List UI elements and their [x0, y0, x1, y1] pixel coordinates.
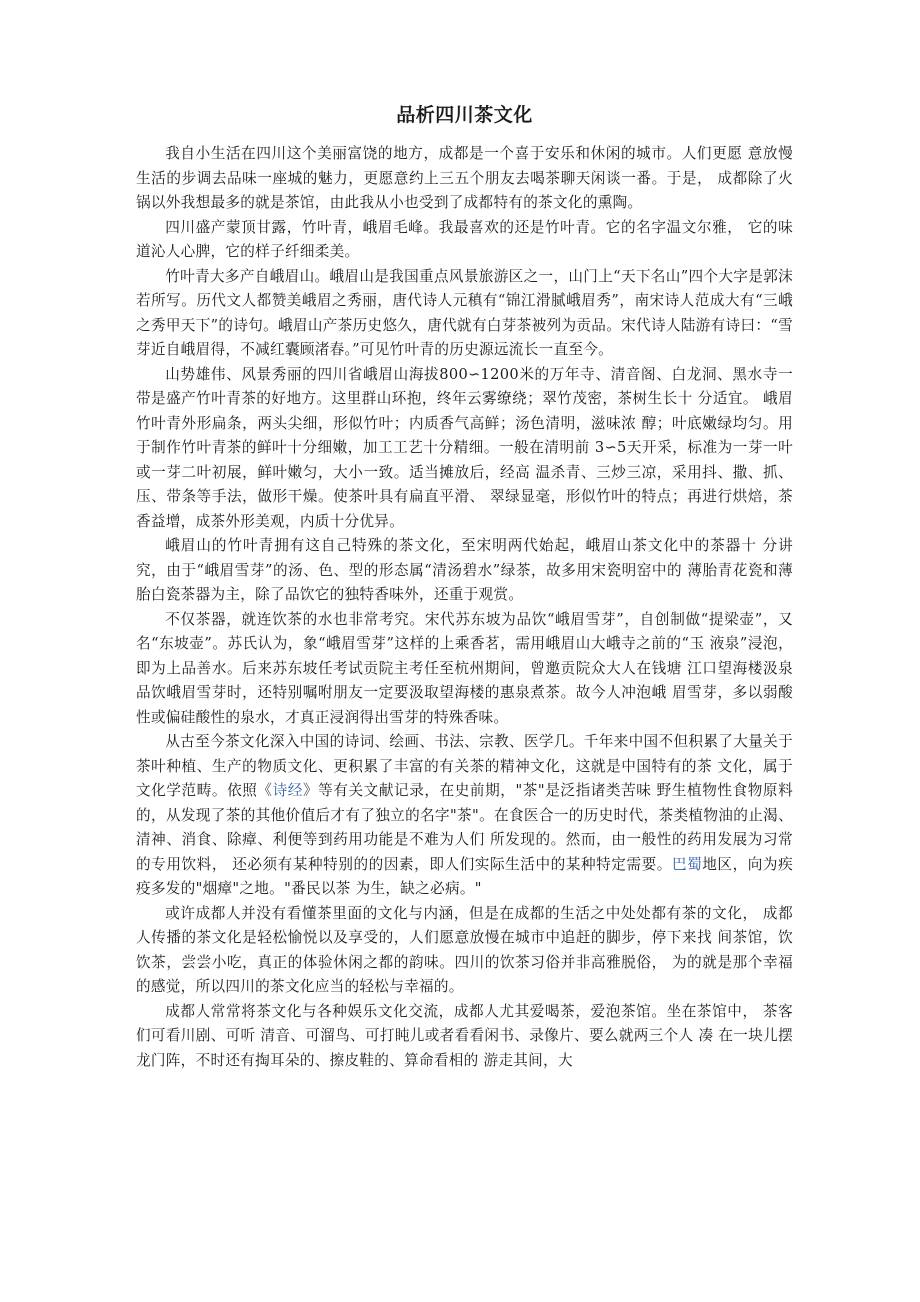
- paragraph-intro: 我自小生活在四川这个美丽富饶的地方，成都是一个喜于安乐和休闲的城市。人们更愿 意放慢生活的步调去品味一座城的魅力，更愿意约上三五个朋友去喝茶聊天闲谈一番。于是， 成都除了火锅以外我想最多的就是茶馆，由此我从小也受到了成都特有的茶文化的熏陶。: [136, 145, 793, 211]
- paragraph-zhuyeqing-production: 山势雄伟、风景秀丽的四川省峨眉山海拔800∽1200米的万年寺、清音阁、白龙洞、黑水寺一带是盛产竹叶青茶的好地方。这里群山环抱，终年云雾缭绕；翠竹茂密，茶树生长十 分适宜。 峨眉竹叶青外形扁条，两头尖细，形似竹叶；内质香气高鲜；汤色清明，滋味浓 醇；叶底嫩绿均匀。用于制作竹叶青茶的鲜叶十分细嫩，加工工艺十分精细。一般在清明前 3∽5天开采，标准为一芽一叶或一芽二叶初展，鲜叶嫩匀，大小一致。适当摊放后，经高 温杀青、三炒三凉，采用抖、撒、抓、压、带条等手法，做形干燥。使茶叶具有扁直平滑、 翠绿显毫，形似竹叶的特点；再进行烘焙，茶香益增，成茶外形美观，内质十分优异。: [136, 365, 793, 530]
- paragraph-sichuan-teas: 四川盛产蒙顶甘露，竹叶青，峨眉毛峰。我最喜欢的还是竹叶青。它的名字温文尔雅， 它的味道沁人心脾，它的样子纤细柔美。: [136, 218, 793, 260]
- paragraph-emei-mountain: 竹叶青大多产自峨眉山。峨眉山是我国重点风景旅游区之一，山门上“天下名山”四个大字是郭沫若所写。历代文人都赞美峨眉之秀丽，唐代诗人元稹有“锦江滑腻峨眉秀”，南宋诗人范成大有“三峨之秀甲天下”的诗句。峨眉山产茶历史悠久，唐代就有白芽茶被列为贡品。宋代诗人陆游有诗曰：“雪芽近自峨眉得，不减红囊顾渚春。”可见竹叶青的历史源远流长一直至今。: [136, 267, 793, 358]
- paragraph-tea-water: 不仅茶器，就连饮茶的水也非常考究。宋代苏东坡为品饮“峨眉雪芽”，自创制做“提梁壶”，又名“东坡壶”。苏氏认为，象“峨眉雪芽”这样的上乘香茗，需用峨眉山大峨寺之前的“玉 液泉”浸泡，即为上品善水。后来苏东坡任考试贡院主考任至杭州期间，曾邀贡院众大人在钱塘 江口望海楼汲泉品饮峨眉雪芽时，还特别嘱咐朋友一定要汲取望海楼的惠泉煮茶。故今人冲泡峨 眉雪芽，多以弱酸性或偏硅酸性的泉水，才真正浸润得出雪芽的特殊香味。: [136, 610, 793, 726]
- paragraph-chengdu-culture: 或许成都人并没有看懂茶里面的文化与内涵，但是在成都的生活之中处处都有茶的文化， 成都人传播的茶文化是轻松愉悦以及享受的，人们愿意放慢在城市中追赶的脚步，停下来找 间茶馆，饮饮茶，尝尝小吃，真正的体验休闲之都的韵味。四川的饮茶习俗并非高雅脱俗， 为的就是那个幸福的感觉，所以四川的茶文化应当的轻松与幸福的。: [136, 904, 793, 995]
- paragraph-teahouse: 成都人常常将茶文化与各种娱乐文化交流，成都人尤其爱喝茶，爱泡茶馆。坐在茶馆中， 茶客们可看川剧、可听 清音、可溜鸟、可打盹儿或者看看闲书、录像片、要么就两三个人 凑 在一块儿摆龙门阵，不时还有掏耳朵的、擦皮鞋的、算命看相的 游走其间，大: [136, 1002, 793, 1069]
- paragraph-tea-history: 从古至今茶文化深入中国的诗词、绘画、书法、宗教、医学几。千年来中国不但积累了大量关于茶叶种植、生产的物质文化、更积累了丰富的有关茶的精神文化，这就是中国特有的茶 文化，属于文化学范畴。依照《诗经》等有关文献记录，在史前期，"茶"是泛指诸类苦味 野生植物性食物原料的，从发现了茶的其他价值后才有了独立的名字"茶"。在食医合一的历史时代，茶类植物油的止渴、清神、消食、除瘴、利便等到药用功能是不难为人们 所发现的。然而，由一般性的药用发展为习常的专用饮料， 还必须有某种特别的的因素，即人们实际生活中的某种特定需要。巴蜀地区，向为疾疫多发的"烟瘴"之地。"番民以茶 为生，缺之必病。": [136, 733, 793, 897]
- paragraph-tea-ware: 峨眉山的竹叶青拥有这自己特殊的茶文化，至宋明两代始起，峨眉山茶文化中的茶器十 分讲究，由于“峨眉雪芽”的汤、色、型的形态属“清汤碧水”绿茶，故多用宋瓷明窑中的 薄胎青花瓷和薄胎白瓷茶器为主，除了品饮它的独特香味外，还重于观赏。: [136, 537, 793, 603]
- document-title: 品析四川茶文化: [396, 104, 533, 126]
- link-shijing[interactable]: 诗经: [272, 782, 303, 799]
- document-page: [136, 100, 793, 1073]
- link-bashu[interactable]: 巴蜀: [671, 855, 703, 873]
